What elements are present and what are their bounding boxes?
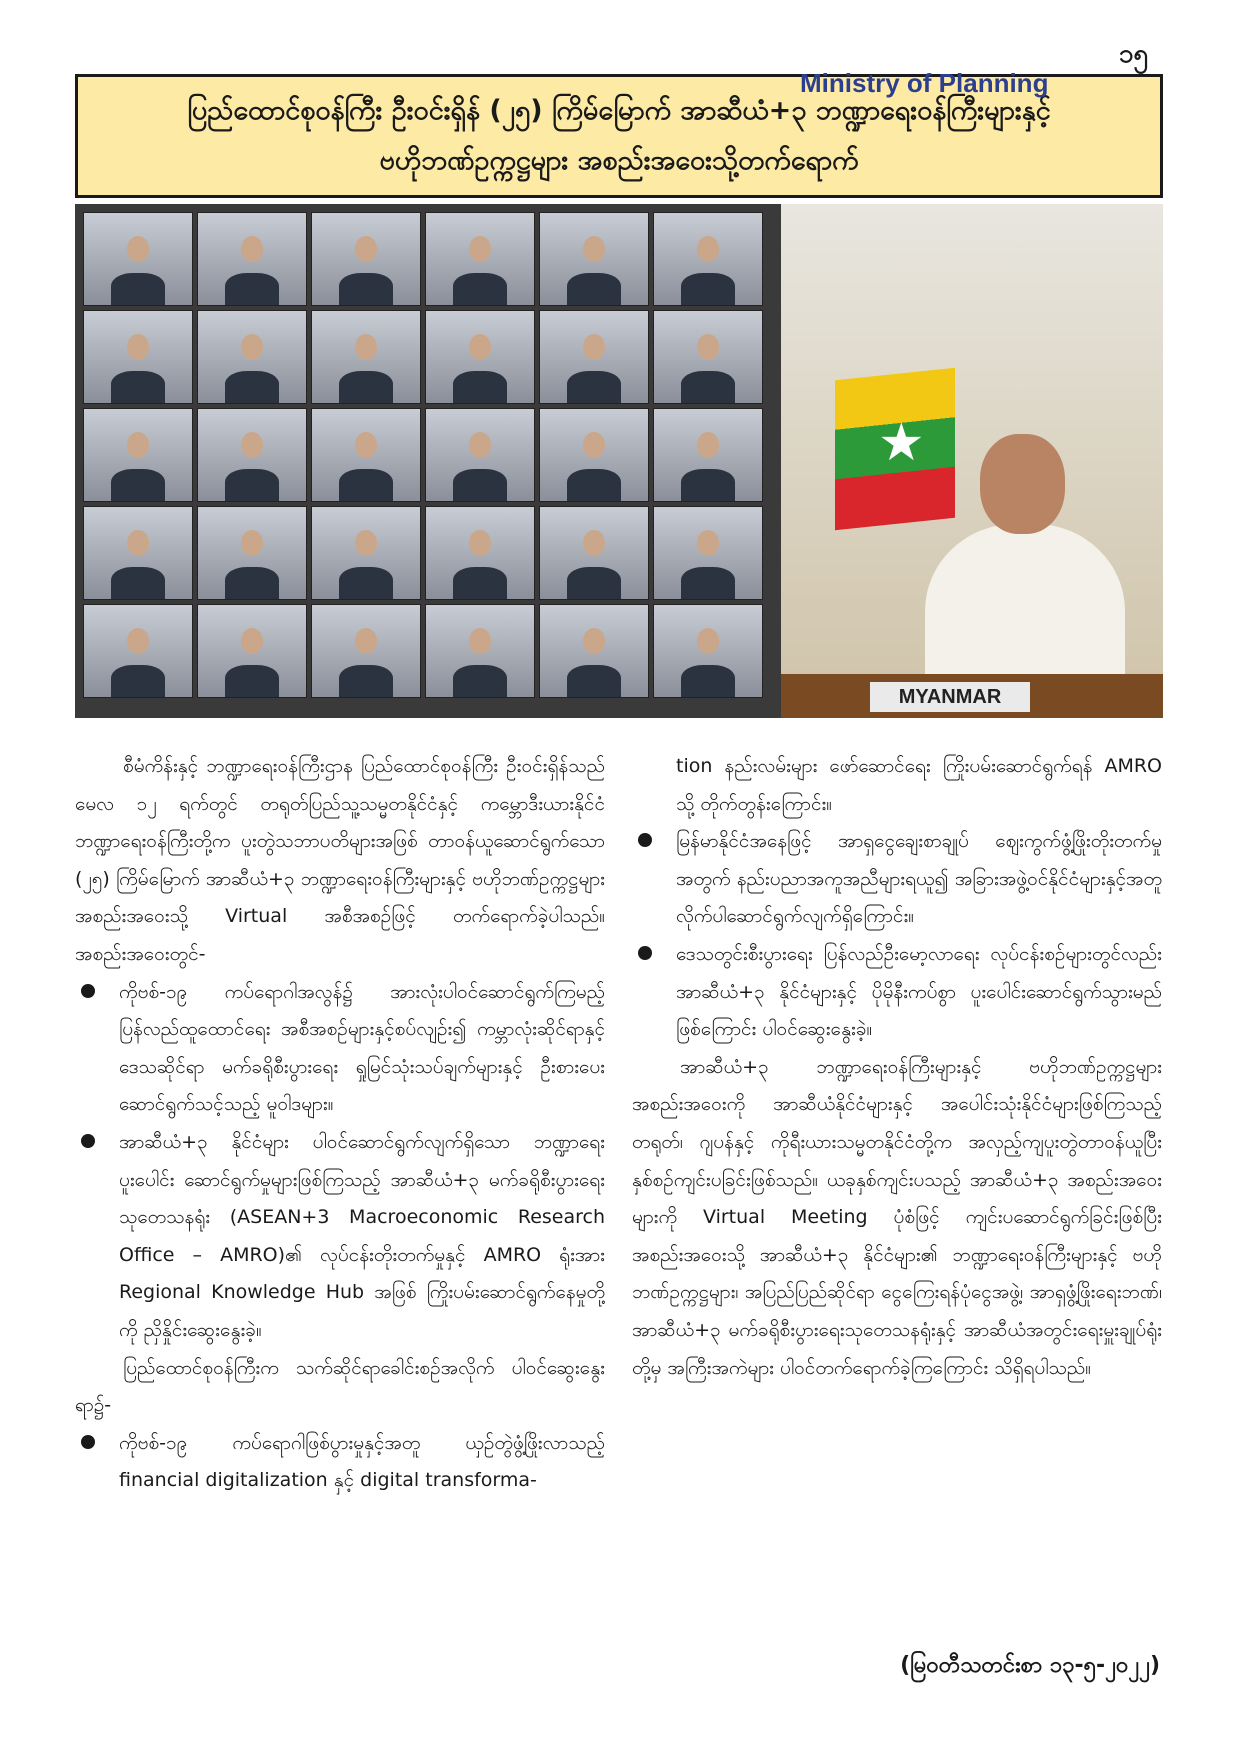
video-tile bbox=[197, 408, 307, 502]
body-paragraph: ပြည်ထောင်စုဝန်ကြီးက သက်ဆိုင်ရာခေါင်းစဉ်အလိုက် ပါဝင်ဆွေးနွေးရာ၌- bbox=[75, 1356, 605, 1417]
video-tile bbox=[83, 310, 193, 404]
video-tile bbox=[539, 604, 649, 698]
video-tile bbox=[197, 212, 307, 306]
video-tile bbox=[539, 310, 649, 404]
participant-head bbox=[355, 628, 377, 654]
participant-body bbox=[339, 469, 393, 501]
wall-sign: Ministry of Planning bbox=[800, 68, 1049, 98]
video-tile bbox=[425, 408, 535, 502]
participant-body bbox=[225, 371, 279, 403]
participant-body bbox=[339, 665, 393, 697]
nameplate: MYANMAR bbox=[870, 682, 1030, 712]
bullet-text: ကိုဗစ်-၁၉ ကပ်ရောဂါအလွန်၌ အားလုံးပါဝင်ဆောင်ရွက်ကြမည့် ပြန်လည်ထူထောင်ရေး အစီအစဉ်များနှင့်စပ်လျဉ်း၍ ကမ္ဘာလုံးဆိုင်ရာနှင့် ဒေသဆိုင်ရာ မက်ခရိုစီးပွားရေး ရှုမြင်သုံးသပ်ချက်များနှင့် ဦးစားပေးဆောင်ရွက်သင့်သည့် မူဝါဒများ။ bbox=[119, 980, 605, 1116]
participant-head bbox=[469, 432, 491, 458]
video-tile bbox=[311, 506, 421, 600]
participant-head bbox=[697, 236, 719, 262]
video-tile bbox=[425, 212, 535, 306]
participant-body bbox=[453, 469, 507, 501]
bullet-item bbox=[75, 1124, 605, 1350]
participant-body bbox=[225, 567, 279, 599]
video-tile bbox=[83, 506, 193, 600]
intro-paragraph: စီမံကိန်းနှင့် ဘဏ္ဍာရေးဝန်ကြီးဌာန ပြည်ထောင်စုဝန်ကြီး ဦးဝင်းရှိန်သည် မေလ ၁၂ ရက်တွင် တရုတ်ပြည်သူ့သမ္မတနိုင်ငံနှင့် ကမ္ဘောဒီးယားနိုင်ငံ ဘဏ္ဍာရေးဝန်ကြီးတို့က ပူးတွဲသဘာပတိများအဖြစ် တာဝန်ယူဆောင်ရွက်သော (၂၅) ကြိမ်မြောက် အာဆီယံ+၃ ဘဏ္ဍာရေးဝန်ကြီးများနှင့် ဗဟိုဘဏ်ဥက္ကဋ္ဌများအစည်းအဝေးသို့ Virtual အစီအစဉ်ဖြင့် တက်ရောက်ခဲ့ပါသည်။ အစည်းအဝေးတွင်- bbox=[75, 755, 605, 965]
video-tile bbox=[653, 604, 763, 698]
video-tile bbox=[653, 408, 763, 502]
headline-line-1: ပြည်ထောင်စုဝန်ကြီး ဦးဝင်းရှိန် (၂၅) ကြိမ်မြောက် အာဆီယံ+၃ ဘဏ္ဍာရေးဝန်ကြီးများနှင့် bbox=[187, 95, 1051, 126]
participant-head bbox=[355, 530, 377, 556]
participant-body bbox=[567, 469, 621, 501]
participant-body bbox=[453, 371, 507, 403]
participant-body bbox=[567, 371, 621, 403]
page-number: ၁၅ bbox=[1118, 39, 1148, 69]
closing-paragraph: အာဆီယံ+၃ ဘဏ္ဍာရေးဝန်ကြီးများနှင့် ဗဟိုဘဏ်ဥက္ကဋ္ဌများ အစည်းအဝေးကို အာဆီယံနိုင်ငံများနှင့် အပေါင်းသုံးနိုင်ငံများဖြစ်ကြသည့် တရုတ်၊ ဂျပန်နှင့် ကိုရီးယားသမ္မတနိုင်ငံတို့က အလှည့်ကျပူးတွဲတာဝန်ယူပြီး နှစ်စဉ်ကျင်းပခြင်းဖြစ်သည်။ ယခုနှစ်ကျင်းပသည့် အာဆီယံ+၃ အစည်းအဝေးများကို Virtual Meeting ပုံစံဖြင့် ကျင်းပဆောင်ရွက်ခြင်းဖြစ်ပြီး အစည်းအဝေးသို့ အာဆီယံ+၃ နိုင်ငံများ၏ ဘဏ္ဍာရေးဝန်ကြီးများနှင့် ဗဟိုဘဏ်ဥက္ကဋ္ဌများ၊ အပြည်ပြည်ဆိုင်ရာ ငွေကြေးရန်ပုံငွေအဖွဲ့၊ အာရှဖွံ့ဖြိုးရေးဘဏ်၊ အာဆီယံ+၃ မက်ခရိုစီးပွားရေးသုတေသနရုံးနှင့် အာဆီယံအတွင်းရေးမှူးချုပ်ရုံးတို့မှ အကြီးအကဲများ ပါဝင်တက်ရောက်ခဲ့ကြကြောင်း သိရှိရပါသည်။ bbox=[632, 1055, 1162, 1379]
participant-head bbox=[127, 530, 149, 556]
participant-body bbox=[453, 567, 507, 599]
participant-body bbox=[681, 371, 735, 403]
video-tile bbox=[425, 604, 535, 698]
minister-head bbox=[980, 434, 1065, 534]
participant-body bbox=[339, 273, 393, 305]
participant-head bbox=[241, 628, 263, 654]
bullet-icon bbox=[81, 1134, 95, 1148]
participant-body bbox=[567, 273, 621, 305]
participant-head bbox=[127, 628, 149, 654]
bullet-text: မြန်မာနိုင်ငံအနေဖြင့် အာရှငွေချေးစာချုပ် ဈေးကွက်ဖွံ့ဖြိုးတိုးတက်မှုအတွက် နည်းပညာအကူအညီများရယူ၍ အခြားအဖွဲ့ဝင်နိုင်ငံများနှင့်အတူ လိုက်ပါဆောင်ရွက်လျက်ရှိကြောင်း။ bbox=[676, 830, 1162, 928]
participant-body bbox=[111, 371, 165, 403]
participant-body bbox=[681, 665, 735, 697]
headline-line-2: ဗဟိုဘဏ်ဥက္ကဋ္ဌများ အစည်းအဝေးသို့တက်ရောက် bbox=[379, 145, 859, 176]
participant-head bbox=[127, 334, 149, 360]
video-tile bbox=[311, 212, 421, 306]
participant-head bbox=[583, 530, 605, 556]
bullet-item bbox=[75, 974, 605, 1124]
participant-head bbox=[241, 236, 263, 262]
participant-head bbox=[583, 432, 605, 458]
participant-head bbox=[241, 334, 263, 360]
right-column bbox=[632, 748, 1162, 1387]
video-tile bbox=[539, 212, 649, 306]
participant-body bbox=[453, 665, 507, 697]
participant-head bbox=[355, 432, 377, 458]
participant-head bbox=[355, 334, 377, 360]
bullet-text: ဒေသတွင်းစီးပွားရေး ပြန်လည်ဦးမော့လာရေး လုပ်ငန်းစဉ်များတွင်လည်း အာဆီယံ+၃ နိုင်ငံများနှင့် ပိုမိုနီးကပ်စွာ ပူးပေါင်းဆောင်ရွက်သွားမည်ဖြစ်ကြောင်း ပါဝင်ဆွေးနွေးခဲ့။ bbox=[676, 942, 1162, 1041]
video-tile bbox=[197, 506, 307, 600]
video-tile bbox=[83, 408, 193, 502]
bullet-text: အာဆီယံ+၃ နိုင်ငံများ ပါဝင်ဆောင်ရွက်လျက်ရှိသော ဘဏ္ဍာရေးပူးပေါင်း ဆောင်ရွက်မှုများဖြစ်ကြသည့် အာဆီယံ+၃ မက်ခရိုစီးပွားရေးသုတေသနရုံး (ASEAN+3 Macroeconomic Research Office – AMRO)၏ လုပ်ငန်းတိုးတက်မှုနှင့် AMRO ရုံးအား Regional Knowledge Hub အဖြစ် ကြိုးပမ်းဆောင်ရွက်နေမှုတို့ကို ညှိနှိုင်းဆွေးနွေးခဲ့။ bbox=[119, 1130, 605, 1341]
participant-body bbox=[681, 469, 735, 501]
participant-head bbox=[469, 334, 491, 360]
video-tile bbox=[311, 604, 421, 698]
video-tile bbox=[653, 310, 763, 404]
video-tile bbox=[653, 506, 763, 600]
bullet-icon bbox=[638, 946, 652, 960]
participant-head bbox=[469, 628, 491, 654]
video-tile bbox=[425, 506, 535, 600]
source-citation: (မြဝတီသတင်းစာ ၁၃-၅-၂၀၂၂) bbox=[900, 1653, 1160, 1678]
bullet-item bbox=[75, 1425, 605, 1500]
participant-body bbox=[681, 567, 735, 599]
left-column bbox=[75, 748, 605, 1500]
participant-body bbox=[225, 469, 279, 501]
participant-head bbox=[697, 530, 719, 556]
video-tile bbox=[425, 310, 535, 404]
bullet-icon bbox=[81, 984, 95, 998]
video-tile bbox=[653, 212, 763, 306]
video-tile bbox=[311, 310, 421, 404]
meeting-photo bbox=[75, 204, 1163, 718]
video-tile bbox=[197, 604, 307, 698]
participant-body bbox=[567, 665, 621, 697]
participant-head bbox=[583, 628, 605, 654]
participant-head bbox=[469, 236, 491, 262]
participant-body bbox=[111, 665, 165, 697]
participant-head bbox=[583, 334, 605, 360]
participant-head bbox=[241, 432, 263, 458]
participant-body bbox=[111, 567, 165, 599]
participant-head bbox=[697, 628, 719, 654]
participant-body bbox=[681, 273, 735, 305]
participant-head bbox=[241, 530, 263, 556]
participant-body bbox=[339, 371, 393, 403]
participant-body bbox=[225, 273, 279, 305]
participant-head bbox=[355, 236, 377, 262]
participant-body bbox=[567, 567, 621, 599]
participant-body bbox=[453, 273, 507, 305]
participant-head bbox=[127, 432, 149, 458]
participant-body bbox=[111, 469, 165, 501]
video-tile bbox=[197, 310, 307, 404]
participant-body bbox=[225, 665, 279, 697]
bullet-item bbox=[632, 823, 1162, 936]
video-tile bbox=[539, 408, 649, 502]
video-tile bbox=[83, 212, 193, 306]
video-tile bbox=[539, 506, 649, 600]
participant-head bbox=[583, 236, 605, 262]
participant-head bbox=[469, 530, 491, 556]
bullet-text: ကိုဗစ်-၁၉ ကပ်ရောဂါဖြစ်ပွားမှုနှင့်အတူ ယှဉ်တွဲဖွံ့ဖြိုးလာသည့် financial digitalization နှင့် digital transforma- bbox=[119, 1431, 605, 1492]
flag-star-icon: ★ bbox=[878, 413, 925, 473]
video-conference-screen bbox=[75, 204, 781, 718]
bullet-item bbox=[632, 936, 1162, 1049]
participant-body bbox=[111, 273, 165, 305]
video-tile bbox=[311, 408, 421, 502]
bullet-text-continued: tion နည်းလမ်းများ ဖော်ဆောင်ရေး ကြိုးပမ်းဆောင်ရွက်ရန် AMRO သို့ တိုက်တွန်းကြောင်း။ bbox=[676, 755, 1162, 815]
bullet-icon bbox=[638, 833, 652, 847]
participant-head bbox=[697, 334, 719, 360]
video-tile bbox=[83, 604, 193, 698]
bullet-icon bbox=[81, 1435, 95, 1449]
participant-body bbox=[339, 567, 393, 599]
participant-head bbox=[127, 236, 149, 262]
participant-head bbox=[697, 432, 719, 458]
